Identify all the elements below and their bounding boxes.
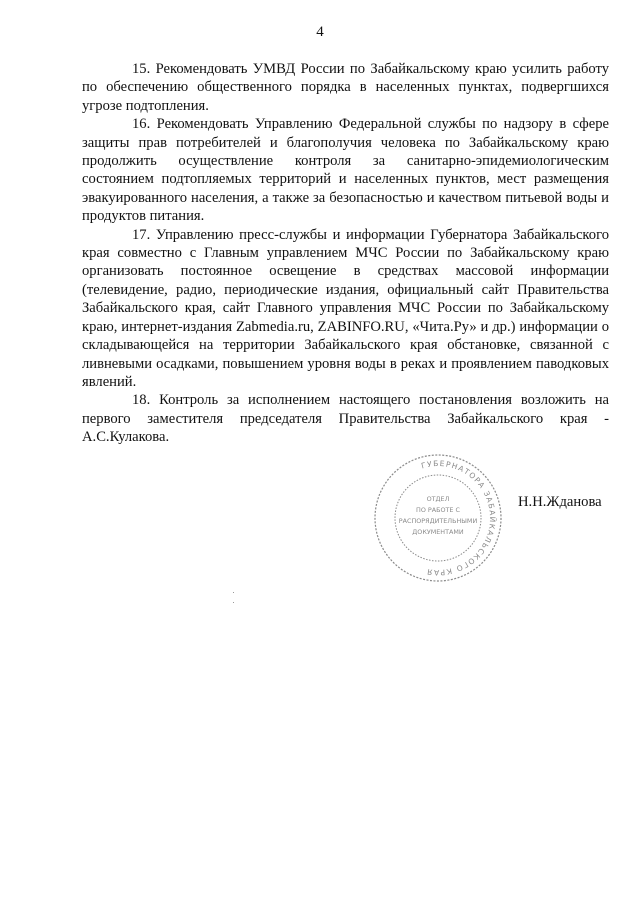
stamp-line: ПО РАБОТЕ С bbox=[416, 506, 460, 514]
paragraph-16: 16. Рекомендовать Управлению Федеральной службы по надзору в сфере защиты прав потребителей и благополучия человека по Забайкальскому краю продолжить осуществление контроля за санитарно-эпидемиологическим состоянием подтопляемых территорий и населенных пунктов, мест размещения эвакуированного населения, а также за безопасностью и качеством питьевой воды и продуктов питания. bbox=[82, 116, 609, 225]
scan-speck bbox=[233, 602, 234, 603]
paragraph-17: 17. Управлению пресс-службы и информации Губернатора Забайкальского края совместно с Главным управлением МЧС России по Забайкальскому краю организовать постоянное освещение в средствах массовой информации (телевидение, радио, периодические издания, официальный сайт Правительства Забайкальского края, сайт Главного управления МЧС России по Забайкальскому краю, интернет-издания Zabmedia.ru, ZABINFO.RU, «Чита.Ру» и др.) информации о складывающейся на территории Забайкальского края обстановке, связанной с ливневыми осадками, повышением уровня воды в реках и проявлением паводковых явлений. bbox=[82, 226, 609, 390]
stamp-outer-text: ГУБЕРНАТОРА ЗАБАЙКАЛЬСКОГО КРАЯ bbox=[420, 458, 498, 578]
scan-speck bbox=[233, 592, 234, 593]
stamp-line: ДОКУМЕНТАМИ bbox=[412, 528, 464, 536]
office-stamp bbox=[372, 452, 504, 584]
document-body bbox=[82, 60, 609, 447]
paragraph-18: 18. Контроль за исполнением настоящего постановления возложить на первого заместителя председателя Правительства Забайкальского края - А.С.Кулакова. bbox=[82, 392, 609, 446]
stamp-line: РАСПОРЯДИТЕЛЬНЫМИ bbox=[398, 517, 478, 525]
page-number: 4 bbox=[316, 24, 324, 40]
signatory-name: Н.Н.Жданова bbox=[518, 494, 602, 510]
paragraph-15: 15. Рекомендовать УМВД России по Забайкальскому краю усилить работу по обеспечению общественного порядка в населенных пунктах, подвергшихся угрозе подтопления. bbox=[82, 61, 609, 114]
stamp-line: ОТДЕЛ bbox=[426, 495, 450, 503]
